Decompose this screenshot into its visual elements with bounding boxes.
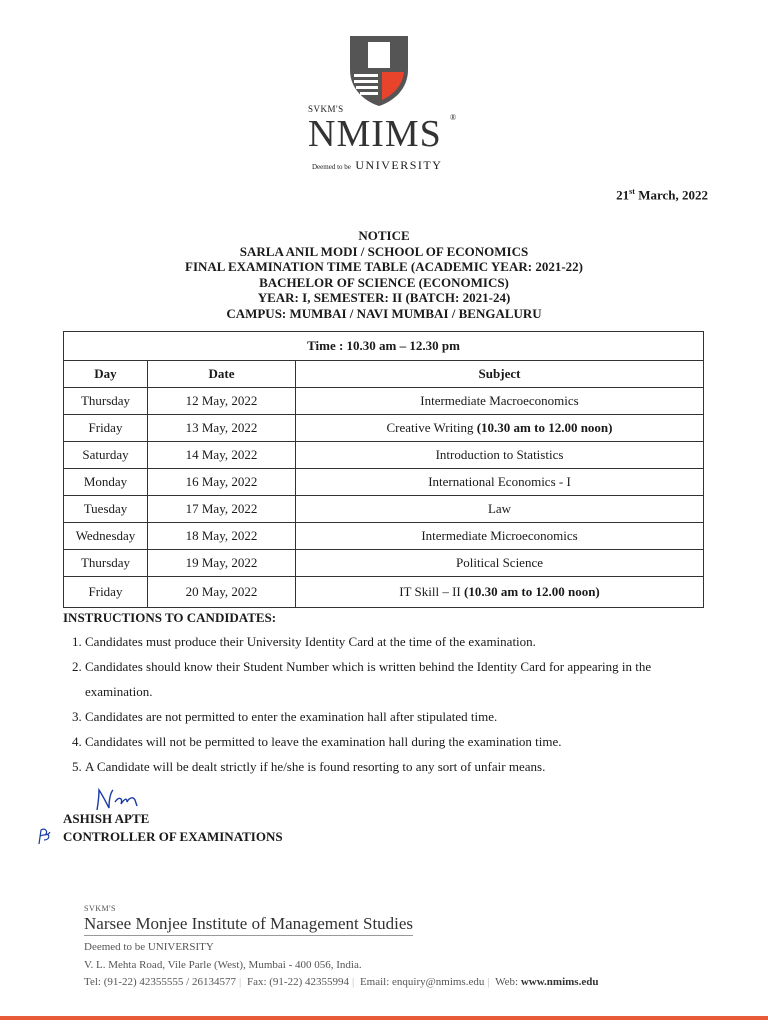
column-header-subject: Subject — [296, 361, 704, 388]
notice-date — [616, 187, 708, 203]
heading-line: FINAL EXAMINATION TIME TABLE (ACADEMIC YEAR: 2021-22) — [185, 259, 583, 275]
table-row — [64, 415, 704, 442]
footer-address: V. L. Mehta Road, Vile Parle (West), Mumbai - 400 056, India. — [84, 959, 362, 971]
handwritten-signature — [93, 784, 143, 814]
subject-name: Intermediate Microeconomics — [421, 528, 578, 543]
heading-line: SARLA ANIL MODI / SCHOOL OF ECONOMICS — [239, 243, 529, 259]
cell-date: 16 May, 2022 — [148, 469, 296, 496]
cell-subject — [296, 469, 704, 496]
table-row — [64, 523, 704, 550]
instruction-item: 5. A Candidate will be dealt strictly if he/she is found resorting to any sort of unfair means. — [85, 754, 713, 779]
heading-line: NOTICE — [358, 228, 410, 243]
tagline-small: Deemed to be — [312, 163, 351, 171]
cell-subject — [296, 388, 704, 415]
table-row — [64, 442, 704, 469]
cell-day: Tuesday — [64, 496, 148, 523]
tagline-main: UNIVERSITY — [355, 158, 443, 172]
initials-mark — [36, 824, 54, 846]
instruction-item: 2. Candidates should know their Student Number which is written behind the Identity Card for appearing in the examination. — [85, 654, 713, 704]
time-slot: Time : 10.30 am – 12.30 pm — [64, 332, 704, 361]
date-suffix: st — [629, 187, 635, 196]
subject-name: International Economics - I — [428, 474, 571, 489]
cell-subject — [296, 577, 704, 608]
cell-subject — [296, 442, 704, 469]
table-row — [64, 496, 704, 523]
table-row — [64, 388, 704, 415]
footer-deemed: Deemed to be UNIVERSITY — [84, 941, 214, 953]
table-row — [64, 469, 704, 496]
footer-web-label: Web: — [495, 976, 521, 988]
heading-line: CAMPUS: MUMBAI / NAVI MUMBAI / BENGALURU — [226, 305, 542, 321]
instructions-title: INSTRUCTIONS TO CANDIDATES: — [63, 610, 277, 625]
registered-mark: ® — [450, 113, 457, 122]
footer-web-link[interactable]: www.nmims.edu — [520, 976, 599, 988]
cell-date: 20 May, 2022 — [148, 577, 296, 608]
cell-date: 19 May, 2022 — [148, 550, 296, 577]
subject-note: (10.30 am to 12.00 noon) — [476, 420, 613, 435]
footer-tel: Tel: (91-22) 42355555 / 26134577 — [84, 976, 236, 988]
footer-accent-line — [0, 1016, 768, 1020]
heading-line: BACHELOR OF SCIENCE (ECONOMICS) — [259, 274, 509, 290]
institute-footer — [84, 904, 598, 988]
cell-subject — [296, 523, 704, 550]
footer-contact: Tel: (91-22) 42355555 / 26134577 | Fax: (91-22) 42355994 | Email: enquiry@nmims.edu | Web: www.nmims.edu — [84, 976, 599, 988]
instructions-section — [63, 610, 713, 779]
cell-day: Friday — [64, 577, 148, 608]
table-row — [64, 550, 704, 577]
date-day: 21 — [616, 187, 630, 203]
cell-date: 17 May, 2022 — [148, 496, 296, 523]
footer-prefix: SVKM'S — [84, 904, 117, 913]
cell-date: 18 May, 2022 — [148, 523, 296, 550]
date-rest: March, 2022 — [634, 187, 708, 203]
subject-name: Law — [487, 501, 512, 516]
column-header-date: Date — [148, 361, 296, 388]
column-header-day: Day — [64, 361, 148, 388]
instruction-item: 4. Candidates will not be permitted to leave the examination hall during the examination time. — [85, 729, 713, 754]
subject-name: Intermediate Macroeconomics — [420, 393, 579, 408]
shield-logo-icon — [348, 34, 410, 106]
notice-heading — [0, 228, 768, 322]
cell-day: Thursday — [64, 388, 148, 415]
heading-line: YEAR: I, SEMESTER: II (BATCH: 2021-24) — [257, 290, 511, 306]
subject-name: Creative Writing — [386, 420, 477, 435]
footer-email[interactable]: Email: enquiry@nmims.edu — [359, 976, 485, 988]
instructions-list — [63, 629, 713, 779]
cell-day: Thursday — [64, 550, 148, 577]
cell-subject — [296, 496, 704, 523]
cell-day: Wednesday — [64, 523, 148, 550]
subject-name: Introduction to Statistics — [435, 447, 564, 462]
instruction-item: 1. Candidates must produce their University Identity Card at the time of the examination. — [85, 629, 713, 654]
logo-prefix: SVKM'S — [308, 104, 344, 114]
cell-day: Monday — [64, 469, 148, 496]
nmims-logo — [300, 34, 470, 174]
instruction-item: 3. Candidates are not permitted to enter the examination hall after stipulated time. — [85, 704, 713, 729]
subject-note: (10.30 am to 12.00 noon) — [463, 584, 600, 599]
table-row — [64, 577, 704, 608]
signatory-name: ASHISH APTE — [63, 811, 150, 826]
cell-subject — [296, 415, 704, 442]
cell-day: Friday — [64, 415, 148, 442]
footer-institute-name: Narsee Monjee Institute of Management Studies — [84, 914, 413, 936]
cell-date: 14 May, 2022 — [148, 442, 296, 469]
cell-date: 12 May, 2022 — [148, 388, 296, 415]
cell-subject — [296, 550, 704, 577]
cell-day: Saturday — [64, 442, 148, 469]
subject-name: IT Skill – II — [399, 584, 464, 599]
exam-timetable — [63, 331, 704, 608]
subject-name: Political Science — [455, 555, 543, 570]
footer-fax: Fax: (91-22) 42355994 — [246, 976, 349, 988]
logo-brand: NMIMS — [308, 113, 442, 155]
cell-date: 13 May, 2022 — [148, 415, 296, 442]
signatory-role: CONTROLLER OF EXAMINATIONS — [63, 829, 283, 844]
logo-tagline — [312, 158, 442, 173]
